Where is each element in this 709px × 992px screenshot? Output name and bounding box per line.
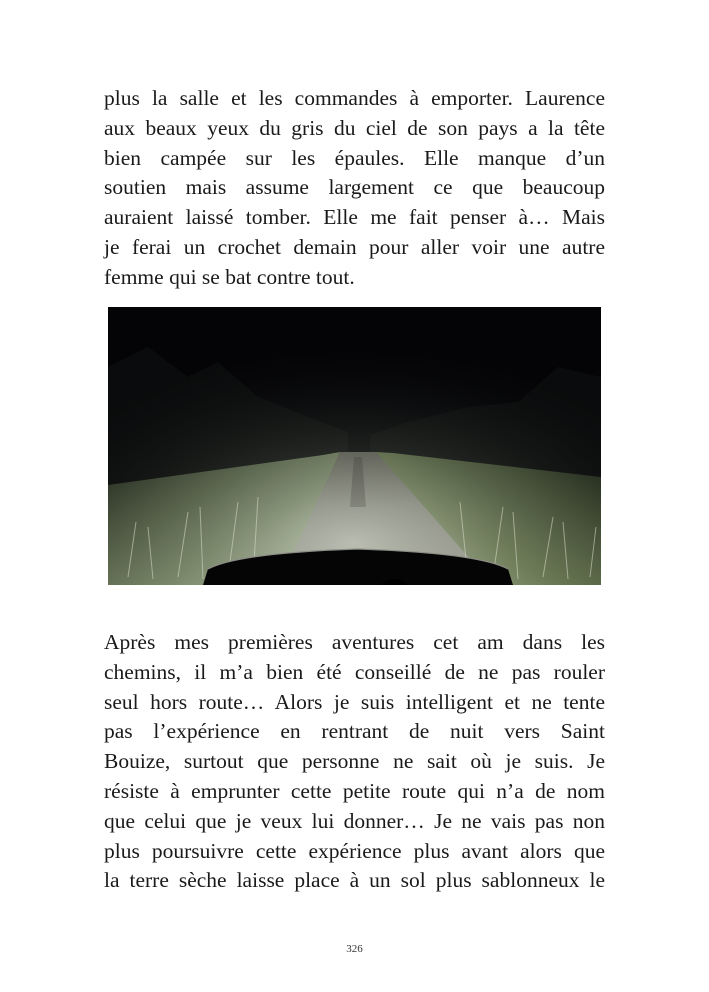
text-line: chemins, il m’a bien été conseillé de ne pas rouler	[104, 659, 605, 684]
text-line: femme qui se bat contre tout.	[104, 264, 355, 289]
night-road-photo	[108, 307, 601, 585]
text-line: aux beaux yeux du gris du ciel de son pays a la tête	[104, 115, 605, 140]
text-line: auraient laissé tomber. Elle me fait penser à… Mais	[104, 205, 605, 230]
text-line: plus poursuivre cette expérience plus avant alors que	[104, 838, 605, 863]
text-line: pas l’expérience en rentrant de nuit vers Saint	[104, 719, 605, 744]
text-line: je ferai un crochet demain pour aller voir une autre	[104, 234, 605, 259]
text-line: que celui que je veux lui donner… Je ne vais pas non	[104, 808, 605, 833]
paragraph-bottom	[104, 628, 605, 896]
text-line: la terre sèche laisse place à un sol plus sablonneux le	[104, 868, 605, 893]
text-line: seul hors route… Alors je suis intelligent et ne tente	[104, 689, 605, 714]
text-line: plus la salle et les commandes à emporter. Laurence	[104, 86, 605, 110]
page-number: 326	[346, 943, 363, 955]
paragraph-top	[104, 84, 605, 293]
text-line: soutien mais assume largement ce que beaucoup	[104, 175, 605, 200]
text-line: Bouize, surtout que personne ne sait où je suis. Je	[104, 749, 605, 774]
text-line: bien campée sur les épaules. Elle manque d’un	[104, 145, 605, 170]
text-line: Après mes premières aventures cet am dans les	[104, 630, 605, 654]
text-line: résiste à emprunter cette petite route qui n’a de nom	[104, 778, 605, 803]
